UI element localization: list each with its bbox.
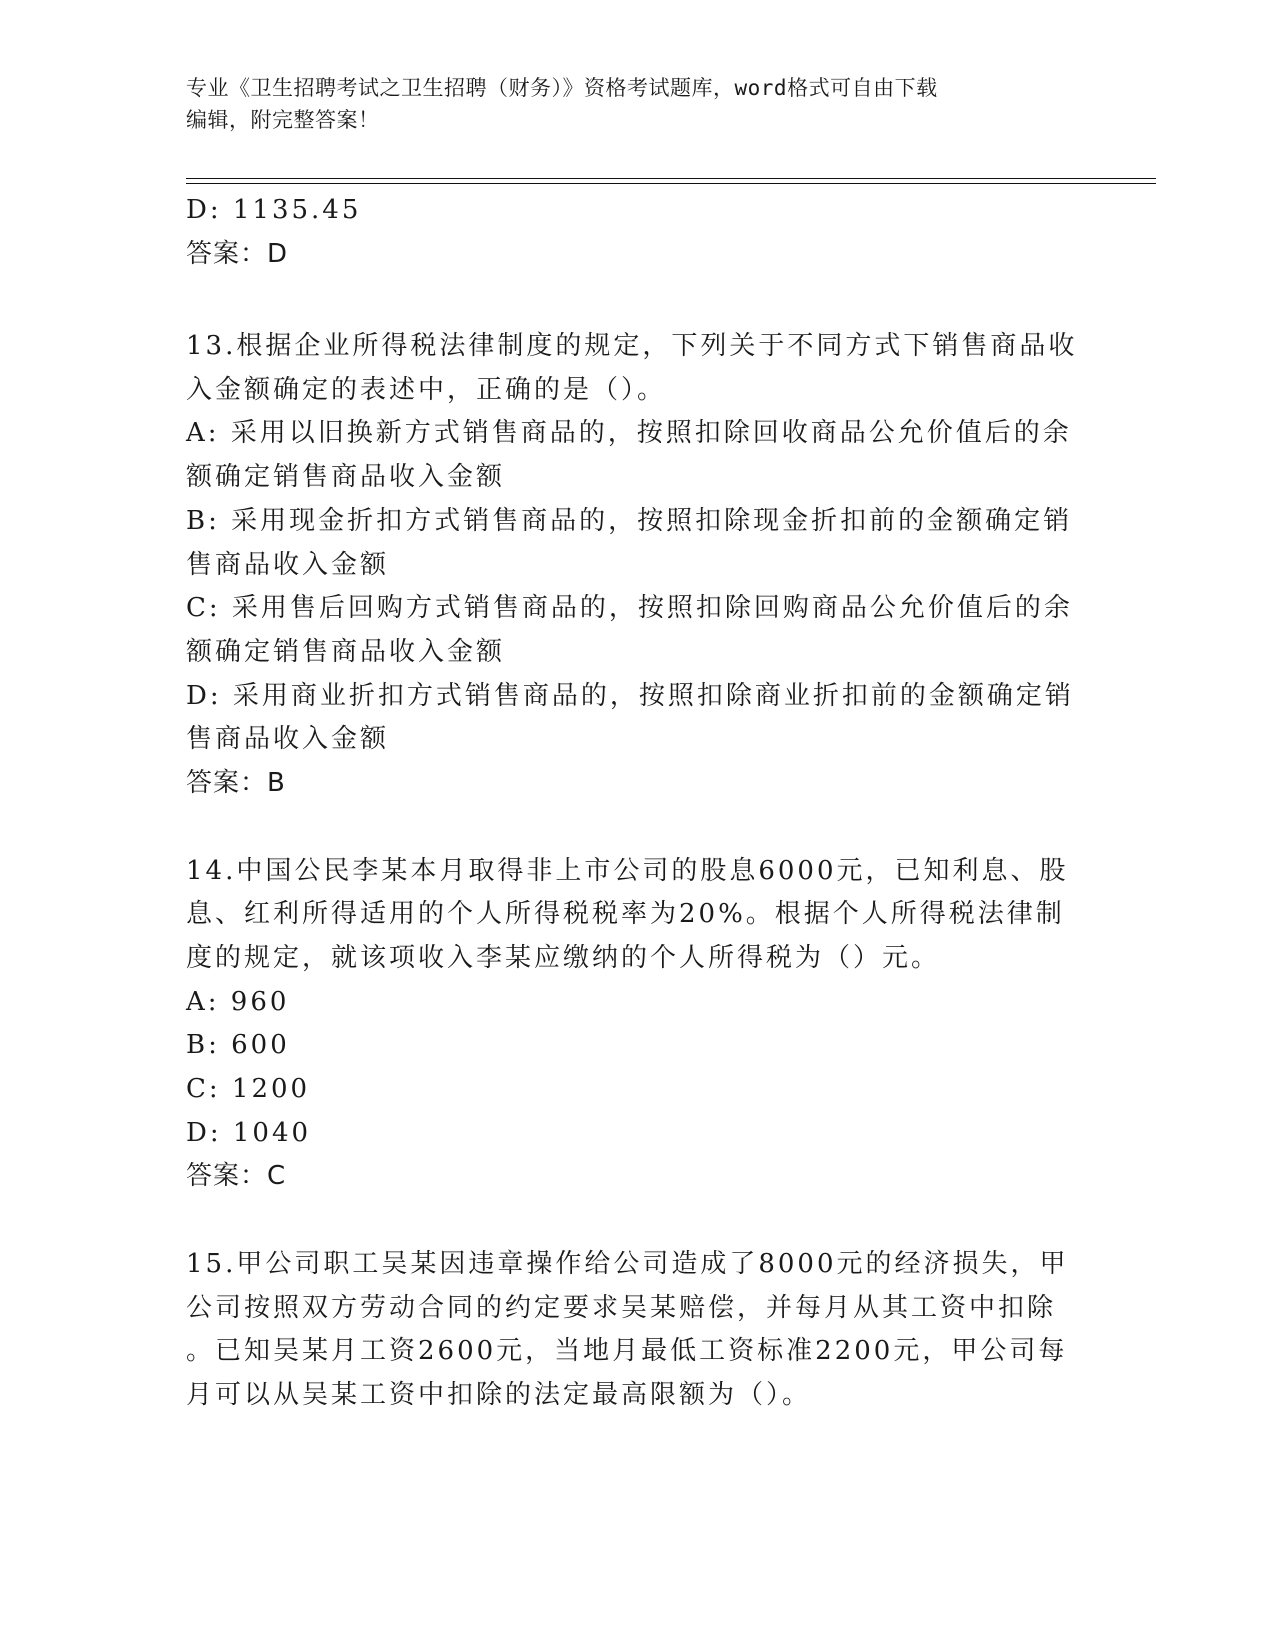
- q14-option-d: D: 1040: [186, 1118, 312, 1148]
- header-line-1: 专业《卫生招聘考试之卫生招聘（财务）》资格考试题库，word格式可自由下载: [186, 76, 938, 100]
- prev-answer: 答案：D: [186, 239, 289, 269]
- q14-stem-line-1: 14.中国公民李某本月取得非上市公司的股息6000元，已知利息、股: [186, 856, 1069, 886]
- q13-option-d-line-1: D: 采用商业折扣方式销售商品的，按照扣除商业折扣前的金额确定销: [186, 681, 1074, 711]
- q13-option-b-line-2: 售商品收入金额: [186, 550, 390, 580]
- q14-stem-line-2: 息、红利所得适用的个人所得税税率为20%。根据个人所得税法律制: [186, 899, 1065, 929]
- header-divider-bottom: [186, 183, 1156, 184]
- q13-option-d-line-2: 售商品收入金额: [186, 724, 390, 754]
- q13-answer: 答案：B: [186, 768, 286, 798]
- prev-option-d: D: 1135.45: [186, 195, 362, 225]
- q14-answer: 答案：C: [186, 1161, 287, 1191]
- q13-option-b-line-1: B: 采用现金折扣方式销售商品的，按照扣除现金折扣前的金额确定销: [186, 506, 1073, 536]
- q15-stem-line-4: 月可以从吴某工资中扣除的法定最高限额为（）。: [186, 1380, 812, 1410]
- q13-option-a-line-1: A: 采用以旧换新方式销售商品的，按照扣除回收商品公允价值后的余: [186, 418, 1072, 448]
- q14-option-a: A: 960: [186, 987, 290, 1017]
- header-line-2: 编辑，附完整答案！: [186, 108, 380, 132]
- q14-option-c: C: 1200: [186, 1074, 311, 1104]
- q14-option-b: B: 600: [186, 1030, 290, 1060]
- q14-stem-line-3: 度的规定，就该项收入李某应缴纳的个人所得税为（）元。: [186, 943, 941, 973]
- header-divider-top: [186, 178, 1156, 179]
- q13-option-c-line-2: 额确定销售商品收入金额: [186, 637, 506, 667]
- q13-option-c-line-1: C: 采用售后回购方式销售商品的，按照扣除回购商品公允价值后的余: [186, 593, 1073, 623]
- page-header: [186, 72, 1066, 136]
- q13-stem-line-2: 入金额确定的表述中，正确的是（）。: [186, 375, 667, 405]
- q15-stem-line-3: 。已知吴某月工资2600元，当地月最低工资标准2200元，甲公司每: [186, 1336, 1068, 1366]
- q15-stem-line-1: 15.甲公司职工吴某因违章操作给公司造成了8000元的经济损失，甲: [186, 1249, 1069, 1279]
- q15-stem-line-2: 公司按照双方劳动合同的约定要求吴某赔偿，并每月从其工资中扣除: [186, 1293, 1057, 1323]
- q13-option-a-line-2: 额确定销售商品收入金额: [186, 462, 506, 492]
- q13-stem-line-1: 13.根据企业所得税法律制度的规定，下列关于不同方式下销售商品收: [186, 331, 1078, 361]
